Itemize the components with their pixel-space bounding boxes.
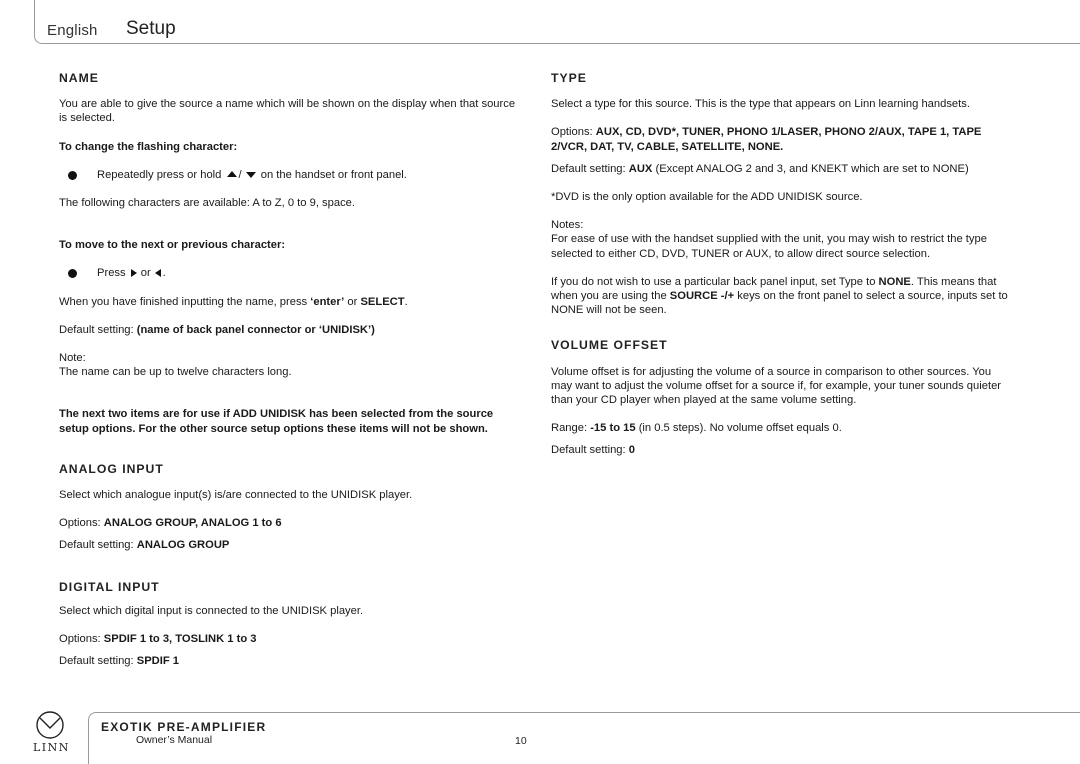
product-name: EXOTIK PRE-AMPLIFIER [101, 720, 267, 734]
digital-input-text: Select which digital input is connected to the UNIDISK player. [59, 604, 364, 617]
default-label: Default setting: [551, 444, 626, 457]
none-mid: . This means that when you are using the [551, 275, 997, 303]
linn-logo-icon [34, 710, 66, 742]
default-value: SPDIF 1 [136, 655, 180, 668]
default-value: 0 [628, 444, 635, 457]
default-label: Default setting: [59, 655, 134, 668]
name-heading: NAME [59, 71, 99, 85]
volume-offset-text: Volume offset is for adjusting the volume of a source in comparison to other sources. You may want to adjust the volume offset for a source if, for example, your tuner sounds quieter than your CD player when played at the same volume setting. [551, 365, 1002, 407]
logo-text: LINN [33, 741, 70, 754]
default-value: ANALOG GROUP [136, 539, 230, 552]
move-label: To move to the next or previous character: [59, 239, 286, 252]
finish-end: . [404, 295, 408, 308]
right-arrow-icon [131, 269, 137, 277]
finish-instruction [59, 295, 517, 309]
name-intro: You are able to give the source a name which will be shown on the display when that source is selected. [59, 98, 516, 125]
unidisk-warning: The next two items are for use if ADD UNIDISK has been selected from the source setup options. For the other source setup options these items will not be shown. [59, 408, 494, 435]
bullet-hold-pre: Repeatedly press or hold [97, 168, 222, 181]
options-label: Options: [59, 517, 101, 530]
none-value: NONE [878, 275, 911, 288]
range-label: Range: [551, 422, 588, 435]
down-arrow-icon [246, 172, 256, 178]
bullet-press-pre: Press [97, 267, 126, 280]
header-frame [34, 0, 1080, 44]
manual-label: Owner’s Manual [136, 734, 213, 746]
analog-input-default [59, 538, 517, 552]
right-column [551, 68, 1011, 458]
bullet-press-or: or [140, 267, 151, 280]
type-notes-text: For ease of use with the handset supplied with the unit, you may wish to restrict the type selected to either CD, DVD, TUNER or AUX, to allow direct source selection. [551, 233, 987, 260]
up-arrow-icon [227, 171, 237, 177]
finish-or: or [347, 295, 358, 308]
type-heading: TYPE [551, 71, 587, 85]
source-keys: SOURCE -/+ [669, 290, 735, 303]
bullet-dot [68, 269, 77, 278]
volume-offset-default [551, 443, 1011, 457]
none-post: keys on the front panel to select a source, inputs set to NONE will not be seen. [551, 290, 1008, 317]
default-note: (Except ANALOG 2 and 3, and KNEKT which are set to NONE) [655, 162, 969, 175]
options-value: ANALOG GROUP, ANALOG 1 to 6 [103, 517, 282, 530]
options-value: AUX, CD, DVD*, TUNER, PHONO 1/LASER, PHONO 2/AUX, TAPE 1, TAPE 2/VCR, DAT, TV, CABLE, SATELLITE, NONE. [551, 126, 982, 153]
type-notes-label: Notes: [551, 219, 584, 232]
bullet-dot [68, 171, 77, 180]
left-column [59, 68, 517, 668]
available-chars: The following characters are available: A to Z, 0 to 9, space. [59, 197, 356, 210]
range-note: (in 0.5 steps). No volume offset equals 0. [638, 422, 842, 435]
type-none-instruction [551, 275, 1011, 318]
default-label: Default setting: [59, 539, 134, 552]
analog-input-heading: ANALOG INPUT [59, 461, 164, 476]
name-note-label: Note: [59, 352, 86, 365]
type-default [551, 162, 1011, 176]
digital-input-options [59, 632, 517, 646]
type-intro: Select a type for this source. This is the type that appears on Linn learning handsets. [551, 98, 970, 111]
options-value: SPDIF 1 to 3, TOSLINK 1 to 3 [103, 633, 257, 646]
analog-input-options [59, 516, 517, 530]
none-pre: If you do not wish to use a particular back panel input, set Type to [551, 275, 876, 288]
name-default [59, 323, 517, 337]
default-label: Default setting: [551, 162, 626, 175]
digital-input-default [59, 654, 517, 668]
analog-input-text: Select which analogue input(s) is/are connected to the UNIDISK player. [59, 489, 413, 502]
bullet-press [59, 266, 517, 280]
range-value: -15 to 15 [590, 422, 636, 435]
default-value: AUX [628, 162, 653, 175]
bullet-press-end: . [162, 267, 166, 280]
options-label: Options: [551, 126, 593, 139]
left-arrow-icon [155, 269, 161, 277]
page-title: Setup [126, 18, 176, 39]
arrow-separator: / [238, 168, 242, 181]
finish-pre: When you have finished inputting the name, press [59, 295, 308, 308]
finish-enter: ‘enter’ [310, 295, 345, 308]
volume-offset-range [551, 421, 1011, 435]
volume-offset-heading: VOLUME OFFSET [551, 338, 668, 353]
bullet-hold [59, 168, 517, 182]
dvd-note: *DVD is the only option available for the ADD UNIDISK source. [551, 191, 863, 204]
default-value: (name of back panel connector or ‘UNIDISK’) [136, 323, 375, 336]
page-number: 10 [515, 735, 527, 747]
change-label: To change the flashing character: [59, 140, 238, 153]
type-options [551, 125, 1011, 153]
finish-select: SELECT [360, 295, 405, 308]
bullet-hold-post: on the handset or front panel. [260, 168, 407, 181]
options-label: Options: [59, 633, 101, 646]
default-label: Default setting: [59, 323, 134, 336]
name-note-text: The name can be up to twelve characters long. [59, 366, 292, 379]
header-language: English [47, 22, 98, 39]
digital-input-heading: DIGITAL INPUT [59, 579, 160, 594]
